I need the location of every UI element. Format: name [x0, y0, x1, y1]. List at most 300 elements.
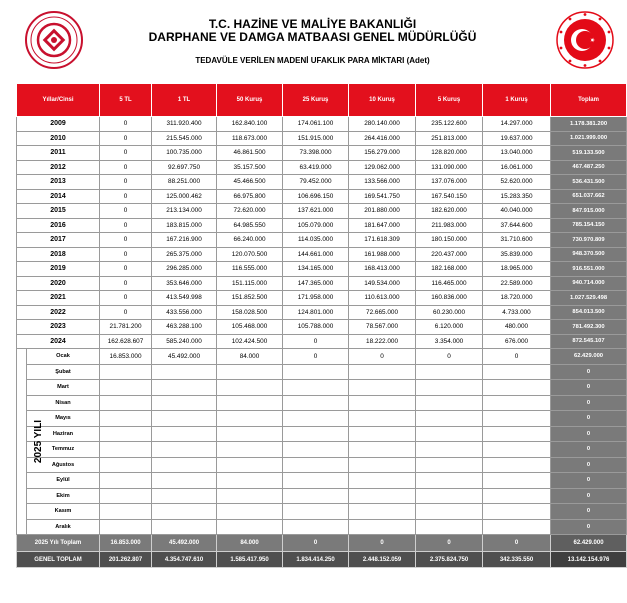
value-cell: 0: [100, 146, 152, 161]
header-5-kurus: 5 Kuruş: [416, 84, 483, 117]
value-cell: 3.354.000: [416, 334, 483, 349]
value-cell: 182.620.000: [416, 204, 483, 219]
month-row: [17, 442, 627, 458]
value-cell: 480.000: [483, 320, 551, 335]
month-label: Eylül: [27, 473, 100, 489]
value-cell: 280.140.000: [349, 117, 416, 132]
value-cell: [416, 504, 483, 520]
grand-total-row-value-cell: 2.375.824.750: [416, 552, 483, 568]
header-total: Toplam: [551, 84, 627, 117]
value-cell: 353.646.000: [152, 276, 217, 291]
value-cell: 0: [483, 349, 551, 365]
value-cell: 0: [100, 247, 152, 262]
year-row: [17, 218, 627, 233]
year-label: 2015: [17, 204, 100, 219]
month-total-cell: 0: [551, 380, 627, 396]
year-row: [17, 334, 627, 349]
value-cell: [349, 426, 416, 442]
value-cell: 16.061.000: [483, 160, 551, 175]
value-cell: [217, 519, 283, 535]
value-cell: 64.985.550: [217, 218, 283, 233]
value-cell: 124.801.000: [283, 305, 349, 320]
value-cell: [217, 380, 283, 396]
value-cell: [283, 426, 349, 442]
value-cell: 79.452.000: [283, 175, 349, 190]
value-cell: [217, 395, 283, 411]
month-label: Mart: [27, 380, 100, 396]
year-label: 2023: [17, 320, 100, 335]
year-row: [17, 131, 627, 146]
header-1tl: 1 TL: [152, 84, 217, 117]
year-label: 2009: [17, 117, 100, 132]
value-cell: 72.665.000: [349, 305, 416, 320]
value-cell: [483, 411, 551, 427]
value-cell: 0: [349, 349, 416, 365]
value-cell: [152, 411, 217, 427]
month-row: [17, 519, 627, 535]
value-cell: [152, 473, 217, 489]
value-cell: 18.720.000: [483, 291, 551, 306]
value-cell: [349, 380, 416, 396]
value-cell: 35.157.500: [217, 160, 283, 175]
year-row: [17, 291, 627, 306]
year-label: 2022: [17, 305, 100, 320]
value-cell: 18.222.000: [349, 334, 416, 349]
month-total-cell: 0: [551, 411, 627, 427]
month-label: Ekim: [27, 488, 100, 504]
value-cell: [283, 473, 349, 489]
value-cell: 105.468.000: [217, 320, 283, 335]
value-cell: 0: [416, 349, 483, 365]
value-cell: [152, 504, 217, 520]
value-cell: [349, 457, 416, 473]
value-cell: 66.975.800: [217, 189, 283, 204]
value-cell: 18.965.000: [483, 262, 551, 277]
value-cell: 73.398.000: [283, 146, 349, 161]
value-cell: 22.589.000: [483, 276, 551, 291]
value-cell: [100, 364, 152, 380]
year-2025-label: 2025 YILI: [33, 419, 45, 464]
year-2025-total-row-label: 2025 Yılı Toplam: [17, 535, 100, 552]
value-cell: [416, 457, 483, 473]
value-cell: 0: [100, 218, 152, 233]
year-row: [17, 247, 627, 262]
value-cell: 0: [100, 262, 152, 277]
value-cell: 19.637.000: [483, 131, 551, 146]
year-2025-total-row-value-cell: 0: [416, 535, 483, 552]
value-cell: [349, 488, 416, 504]
value-cell: [217, 504, 283, 520]
value-cell: [217, 364, 283, 380]
month-row: [17, 380, 627, 396]
value-cell: [349, 504, 416, 520]
value-cell: [152, 380, 217, 396]
value-cell: [416, 473, 483, 489]
year-label: 2014: [17, 189, 100, 204]
value-cell: [100, 442, 152, 458]
value-cell: [100, 395, 152, 411]
value-cell: 14.297.000: [483, 117, 551, 132]
value-cell: 151.115.000: [217, 276, 283, 291]
value-cell: 151.852.500: [217, 291, 283, 306]
value-cell: 0: [100, 305, 152, 320]
page-title: [0, 18, 625, 44]
value-cell: 84.000: [217, 349, 283, 365]
value-cell: [283, 519, 349, 535]
year-total-cell: 1.027.529.498: [551, 291, 627, 306]
year-total-cell: 781.492.300: [551, 320, 627, 335]
value-cell: [100, 411, 152, 427]
year-total-cell: 1.021.999.000: [551, 131, 627, 146]
year-total-cell: 916.551.000: [551, 262, 627, 277]
value-cell: 134.165.000: [283, 262, 349, 277]
value-cell: 110.613.000: [349, 291, 416, 306]
value-cell: [349, 473, 416, 489]
value-cell: [283, 488, 349, 504]
value-cell: 66.240.000: [217, 233, 283, 248]
value-cell: 0: [283, 334, 349, 349]
value-cell: 13.040.000: [483, 146, 551, 161]
value-cell: 129.062.000: [349, 160, 416, 175]
value-cell: 180.150.000: [416, 233, 483, 248]
month-row: [17, 411, 627, 427]
year-2025-total-row-value-cell: 0: [483, 535, 551, 552]
month-label: Haziran: [27, 426, 100, 442]
value-cell: [483, 504, 551, 520]
value-cell: 220.437.000: [416, 247, 483, 262]
value-cell: 168.413.000: [349, 262, 416, 277]
year-2025-total-row-total-cell: 62.429.000: [551, 535, 627, 552]
header-1-kurus: 1 Kuruş: [483, 84, 551, 117]
value-cell: 15.283.350: [483, 189, 551, 204]
month-label: Mayıs: [27, 411, 100, 427]
month-label: Aralık: [27, 519, 100, 535]
value-cell: 296.285.000: [152, 262, 217, 277]
value-cell: [100, 488, 152, 504]
month-row: [17, 364, 627, 380]
value-cell: 235.122.600: [416, 117, 483, 132]
value-cell: 171.618.309: [349, 233, 416, 248]
value-cell: 171.958.000: [283, 291, 349, 306]
year-row: [17, 305, 627, 320]
value-cell: 40.040.000: [483, 204, 551, 219]
value-cell: [483, 457, 551, 473]
month-total-cell: 0: [551, 519, 627, 535]
value-cell: 156.279.000: [349, 146, 416, 161]
value-cell: 78.567.000: [349, 320, 416, 335]
value-cell: 120.070.500: [217, 247, 283, 262]
value-cell: 31.710.600: [483, 233, 551, 248]
value-cell: [483, 519, 551, 535]
value-cell: 35.839.000: [483, 247, 551, 262]
value-cell: [283, 457, 349, 473]
month-total-cell: 0: [551, 473, 627, 489]
grand-total-row: [17, 552, 627, 568]
value-cell: 45.492.000: [152, 349, 217, 365]
value-cell: 201.880.000: [349, 204, 416, 219]
value-cell: 106.696.150: [283, 189, 349, 204]
value-cell: [283, 442, 349, 458]
value-cell: [152, 395, 217, 411]
value-cell: [217, 457, 283, 473]
value-cell: 181.647.000: [349, 218, 416, 233]
value-cell: [100, 426, 152, 442]
month-label: Şubat: [27, 364, 100, 380]
value-cell: 118.673.000: [217, 131, 283, 146]
value-cell: 0: [100, 189, 152, 204]
value-cell: 147.365.000: [283, 276, 349, 291]
value-cell: [152, 457, 217, 473]
year-row: [17, 160, 627, 175]
month-total-cell: 0: [551, 457, 627, 473]
value-cell: 463.288.100: [152, 320, 217, 335]
value-cell: [416, 364, 483, 380]
year-2025-total-row-value-cell: 0: [349, 535, 416, 552]
value-cell: 88.251.000: [152, 175, 217, 190]
year-total-cell: 730.970.809: [551, 233, 627, 248]
value-cell: [483, 395, 551, 411]
year-total-cell: 519.133.500: [551, 146, 627, 161]
header-25-kurus: 25 Kuruş: [283, 84, 349, 117]
value-cell: 158.028.500: [217, 305, 283, 320]
month-row: [17, 457, 627, 473]
table-header-row: [17, 84, 627, 117]
value-cell: 16.853.000: [100, 349, 152, 365]
year-row: [17, 189, 627, 204]
year-label: 2021: [17, 291, 100, 306]
value-cell: 63.419.000: [283, 160, 349, 175]
year-2025-label-cell: [17, 349, 45, 535]
value-cell: 161.988.000: [349, 247, 416, 262]
value-cell: [483, 426, 551, 442]
value-cell: 102.424.500: [217, 334, 283, 349]
value-cell: 160.836.000: [416, 291, 483, 306]
value-cell: 52.620.000: [483, 175, 551, 190]
year-label: 2020: [17, 276, 100, 291]
value-cell: 676.000: [483, 334, 551, 349]
header-years-type: Yıllar/Cinsi: [17, 84, 100, 117]
value-cell: 114.035.000: [283, 233, 349, 248]
month-row: [17, 504, 627, 520]
year-2025-total-row-value-cell: 84.000: [217, 535, 283, 552]
value-cell: 100.735.000: [152, 146, 217, 161]
value-cell: 0: [100, 291, 152, 306]
value-cell: [283, 395, 349, 411]
header-5tl: 5 TL: [100, 84, 152, 117]
value-cell: [100, 380, 152, 396]
year-total-cell: 536.431.500: [551, 175, 627, 190]
value-cell: [152, 519, 217, 535]
value-cell: [283, 504, 349, 520]
month-label: Kasım: [27, 504, 100, 520]
value-cell: 0: [100, 117, 152, 132]
year-total-cell: 948.370.500: [551, 247, 627, 262]
value-cell: [349, 395, 416, 411]
year-label: 2024: [17, 334, 100, 349]
value-cell: 413.549.998: [152, 291, 217, 306]
value-cell: 151.915.000: [283, 131, 349, 146]
value-cell: 167.216.900: [152, 233, 217, 248]
grand-total-row-value-cell: 201.262.807: [100, 552, 152, 568]
value-cell: [217, 426, 283, 442]
value-cell: 0: [283, 349, 349, 365]
value-cell: 585.240.000: [152, 334, 217, 349]
value-cell: [349, 519, 416, 535]
year-label: 2018: [17, 247, 100, 262]
value-cell: [483, 380, 551, 396]
value-cell: [152, 442, 217, 458]
value-cell: 311.920.400: [152, 117, 217, 132]
month-row: [17, 349, 627, 365]
value-cell: [100, 473, 152, 489]
year-row: [17, 233, 627, 248]
value-cell: 92.697.750: [152, 160, 217, 175]
value-cell: [217, 411, 283, 427]
grand-total-row-label: GENEL TOPLAM: [17, 552, 100, 568]
value-cell: 0: [100, 175, 152, 190]
value-cell: [416, 488, 483, 504]
value-cell: [416, 395, 483, 411]
value-cell: 213.134.000: [152, 204, 217, 219]
year-row: [17, 175, 627, 190]
value-cell: 162.628.607: [100, 334, 152, 349]
title-line-mint: DARPHANE VE DAMGA MATBAASI GENEL MÜDÜRLÜĞÜ: [148, 30, 477, 44]
month-label: Ocak: [27, 349, 100, 365]
value-cell: 211.983.000: [416, 218, 483, 233]
year-row: [17, 276, 627, 291]
value-cell: [349, 442, 416, 458]
month-total-cell: 0: [551, 442, 627, 458]
value-cell: [217, 473, 283, 489]
month-total-cell: 62.429.000: [551, 349, 627, 365]
value-cell: [416, 426, 483, 442]
value-cell: 6.120.000: [416, 320, 483, 335]
year-2025-total-row: [17, 535, 627, 552]
value-cell: [100, 457, 152, 473]
header-50-kurus: 50 Kuruş: [217, 84, 283, 117]
value-cell: [349, 364, 416, 380]
value-cell: 0: [100, 131, 152, 146]
value-cell: 251.813.000: [416, 131, 483, 146]
value-cell: 133.566.000: [349, 175, 416, 190]
grand-total-row-value-cell: 1.834.414.250: [283, 552, 349, 568]
value-cell: 105.079.000: [283, 218, 349, 233]
value-cell: 162.840.100: [217, 117, 283, 132]
value-cell: 128.820.000: [416, 146, 483, 161]
value-cell: 215.545.000: [152, 131, 217, 146]
grand-total-row-value-cell: 4.354.747.610: [152, 552, 217, 568]
value-cell: [416, 411, 483, 427]
title-line-ministry: T.C. HAZİNE VE MALİYE BAKANLIĞI: [208, 17, 417, 31]
value-cell: 0: [100, 204, 152, 219]
year-row: [17, 146, 627, 161]
month-label: Nisan: [27, 395, 100, 411]
month-row: [17, 395, 627, 411]
month-row: [17, 488, 627, 504]
value-cell: 144.661.000: [283, 247, 349, 262]
coin-circulation-table: [16, 83, 627, 568]
value-cell: 116.555.000: [217, 262, 283, 277]
month-total-cell: 0: [551, 426, 627, 442]
month-row: [17, 426, 627, 442]
value-cell: 182.168.000: [416, 262, 483, 277]
grand-total-row-value-cell: 2.448.152.059: [349, 552, 416, 568]
year-row: [17, 320, 627, 335]
table-subtitle: TEDAVÜLE VERİLEN MADENİ UFAKLIK PARA MİKTARI (Adet): [195, 56, 430, 65]
year-total-cell: 467.487.250: [551, 160, 627, 175]
value-cell: [283, 380, 349, 396]
value-cell: 60.230.000: [416, 305, 483, 320]
value-cell: [217, 442, 283, 458]
value-cell: [217, 488, 283, 504]
value-cell: 125.000.462: [152, 189, 217, 204]
month-label: Ağustos: [27, 457, 100, 473]
year-total-cell: 854.013.500: [551, 305, 627, 320]
year-row: [17, 262, 627, 277]
value-cell: [283, 411, 349, 427]
grand-total-row-value-cell: 1.585.417.950: [217, 552, 283, 568]
value-cell: 0: [100, 160, 152, 175]
value-cell: 137.076.000: [416, 175, 483, 190]
value-cell: [483, 488, 551, 504]
value-cell: [100, 519, 152, 535]
year-total-cell: 847.915.000: [551, 204, 627, 219]
year-total-cell: 651.037.662: [551, 189, 627, 204]
grand-total-row-total-cell: 13.142.154.976: [551, 552, 627, 568]
grand-total-row-value-cell: 342.335.550: [483, 552, 551, 568]
year-label: 2012: [17, 160, 100, 175]
value-cell: 21.781.200: [100, 320, 152, 335]
month-row: [17, 473, 627, 489]
header-10-kurus: 10 Kuruş: [349, 84, 416, 117]
value-cell: 174.061.100: [283, 117, 349, 132]
year-label: 2017: [17, 233, 100, 248]
value-cell: 46.861.500: [217, 146, 283, 161]
year-2025-total-row-value-cell: 16.853.000: [100, 535, 152, 552]
value-cell: [100, 504, 152, 520]
value-cell: [483, 473, 551, 489]
value-cell: 137.621.000: [283, 204, 349, 219]
value-cell: 0: [100, 276, 152, 291]
month-total-cell: 0: [551, 395, 627, 411]
year-label: 2010: [17, 131, 100, 146]
year-total-cell: 785.154.150: [551, 218, 627, 233]
value-cell: [152, 364, 217, 380]
value-cell: 183.815.000: [152, 218, 217, 233]
year-total-cell: 940.714.000: [551, 276, 627, 291]
year-label: 2011: [17, 146, 100, 161]
value-cell: [349, 411, 416, 427]
value-cell: 37.644.600: [483, 218, 551, 233]
value-cell: [283, 364, 349, 380]
year-total-cell: 872.545.107: [551, 334, 627, 349]
value-cell: 167.540.150: [416, 189, 483, 204]
value-cell: 264.416.000: [349, 131, 416, 146]
year-label: 2016: [17, 218, 100, 233]
year-label: 2013: [17, 175, 100, 190]
value-cell: 0: [100, 233, 152, 248]
year-row: [17, 117, 627, 132]
value-cell: 131.090.000: [416, 160, 483, 175]
value-cell: [152, 426, 217, 442]
value-cell: 433.556.000: [152, 305, 217, 320]
month-total-cell: 0: [551, 364, 627, 380]
month-total-cell: 0: [551, 504, 627, 520]
value-cell: 4.733.000: [483, 305, 551, 320]
value-cell: 105.788.000: [283, 320, 349, 335]
value-cell: 45.466.500: [217, 175, 283, 190]
value-cell: [152, 488, 217, 504]
